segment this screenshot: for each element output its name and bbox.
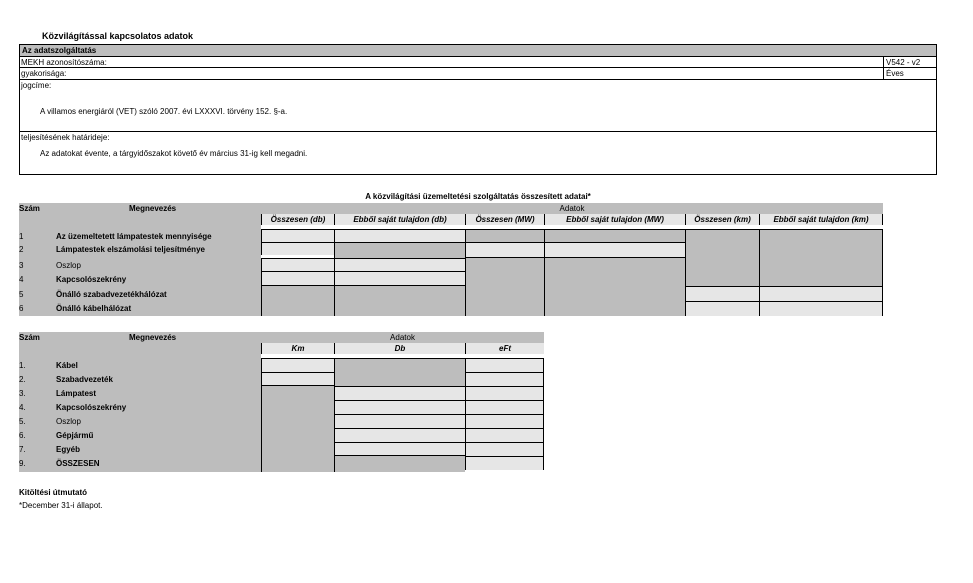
row-label: Oszlop: [56, 417, 81, 426]
row-number: 5.: [19, 417, 26, 426]
table2-col-number: Szám: [19, 333, 40, 342]
subcol-eft: eFt: [499, 344, 511, 353]
cell-szabadvezetek-eft[interactable]: [465, 372, 544, 386]
row-number: 2.: [19, 375, 26, 384]
cell-r4-total-db[interactable]: [261, 271, 334, 286]
row-label: Önálló szabadvezetékhálózat: [56, 290, 167, 299]
cell-r2-total-db[interactable]: [261, 242, 334, 255]
assets-table: [19, 332, 544, 472]
cell-r1-total-db[interactable]: [261, 229, 334, 242]
cell-szabadvezetek-km[interactable]: [261, 372, 334, 386]
row-number: 5: [19, 290, 24, 299]
subcol-total-db: Összesen (db): [270, 215, 326, 224]
frequency-value: Éves: [886, 69, 904, 78]
cell-oszlop-db[interactable]: [334, 414, 465, 428]
cell-r4-own-db[interactable]: [334, 271, 465, 286]
cell-r6-own-km[interactable]: [759, 301, 883, 316]
row-label: Kábel: [56, 361, 78, 370]
subcol-own-mw: Ebből saját tulajdon (MW): [566, 215, 664, 224]
cell-r3-total-db[interactable]: [261, 258, 334, 271]
mekh-label: MEKH azonosítószáma:: [21, 58, 107, 67]
subcol-own-km: Ebből saját tulajdon (km): [773, 215, 869, 224]
cell-r1-own-db[interactable]: [334, 229, 465, 242]
row-number: 1.: [19, 361, 26, 370]
row-label: Lámpatest: [56, 389, 97, 398]
page-title: Közvilágítással kapcsolatos adatok: [42, 31, 194, 41]
row-number: 7.: [19, 445, 26, 454]
cell-lampatest-db[interactable]: [334, 386, 465, 400]
subcol-own-db: Ebből saját tulajdon (db): [353, 215, 447, 224]
row-label: Oszlop: [56, 261, 81, 270]
table1-col-data: Adatok: [559, 204, 585, 213]
subcol-km: Km: [291, 344, 305, 353]
subcol-total-mw: Összesen (MW): [475, 215, 535, 224]
row-number: 1: [19, 232, 24, 241]
row-label: ÖSSZESEN: [56, 459, 100, 468]
deadline-text: Az adatokat évente, a tárgyidőszakot követő év március 31-ig kell megadni.: [40, 149, 308, 158]
cell-r5-own-km[interactable]: [759, 286, 883, 301]
row-number: 6.: [19, 431, 26, 440]
cell-egyeb-db[interactable]: [334, 442, 465, 456]
cell-kabel-eft[interactable]: [465, 358, 544, 372]
subcol-total-km: Összesen (km): [694, 215, 751, 224]
cell-r3-own-db[interactable]: [334, 258, 465, 271]
table1-caption: A közvilágítási üzemeltetési szolgáltatás összesített adatai*: [365, 192, 591, 201]
row-number: 2: [19, 245, 24, 254]
cell-oszlop-eft[interactable]: [465, 414, 544, 428]
cell-r2-total-mw[interactable]: [465, 242, 544, 258]
cell-osszesen-eft[interactable]: [465, 456, 544, 470]
row-number: 9.: [19, 459, 26, 468]
instructions-heading: Kitöltési útmutató: [19, 488, 87, 497]
row-label: Kapcsolószekrény: [56, 275, 127, 284]
cell-r2-own-mw[interactable]: [544, 242, 685, 258]
subcol-db: Db: [394, 344, 406, 353]
legal-label: jogcíme:: [21, 81, 52, 90]
row-label: Egyéb: [56, 445, 81, 454]
cell-kapcsoloszekreny-db[interactable]: [334, 400, 465, 414]
cell-lampatest-eft[interactable]: [465, 386, 544, 400]
table1-col-number: Szám: [19, 204, 40, 213]
cell-egyeb-eft[interactable]: [465, 442, 544, 456]
cell-gepjarmu-eft[interactable]: [465, 428, 544, 442]
info-box: [19, 44, 937, 175]
deadline-label: teljesítésének határideje:: [21, 133, 110, 142]
instructions-note: *December 31-i állapot.: [19, 501, 103, 510]
cell-gepjarmu-db[interactable]: [334, 428, 465, 442]
cell-r5-total-km[interactable]: [685, 286, 759, 301]
table1-col-name: Megnevezés: [129, 204, 177, 213]
table2-col-data: Adatok: [390, 333, 415, 342]
row-label: Önálló kábelhálózat: [56, 304, 132, 313]
cell-kabel-km[interactable]: [261, 358, 334, 372]
row-label: Lámpatestek elszámolási teljesítménye: [56, 245, 205, 254]
legal-text: A villamos energiáról (VET) szóló 2007. évi LXXXVI. törvény 152. §-a.: [40, 107, 288, 116]
row-label: Az üzemeltetett lámpatestek mennyisége: [56, 232, 212, 241]
row-label: Kapcsolószekrény: [56, 403, 127, 412]
row-label: Gépjármű: [56, 431, 94, 440]
frequency-label: gyakorisága:: [21, 69, 67, 78]
cell-kapcsoloszekreny-eft[interactable]: [465, 400, 544, 414]
table2-col-name: Megnevezés: [129, 333, 177, 342]
row-number: 3.: [19, 389, 26, 398]
row-label: Szabadvezeték: [56, 375, 113, 384]
summary-table: [19, 203, 883, 316]
row-number: 4.: [19, 403, 26, 412]
row-number: 6: [19, 304, 24, 313]
row-number: 4: [19, 275, 24, 284]
info-header: Az adatszolgáltatás: [20, 45, 936, 56]
row-number: 3: [19, 261, 24, 270]
cell-r6-total-km[interactable]: [685, 301, 759, 316]
mekh-value: V542 - v2: [886, 58, 921, 67]
